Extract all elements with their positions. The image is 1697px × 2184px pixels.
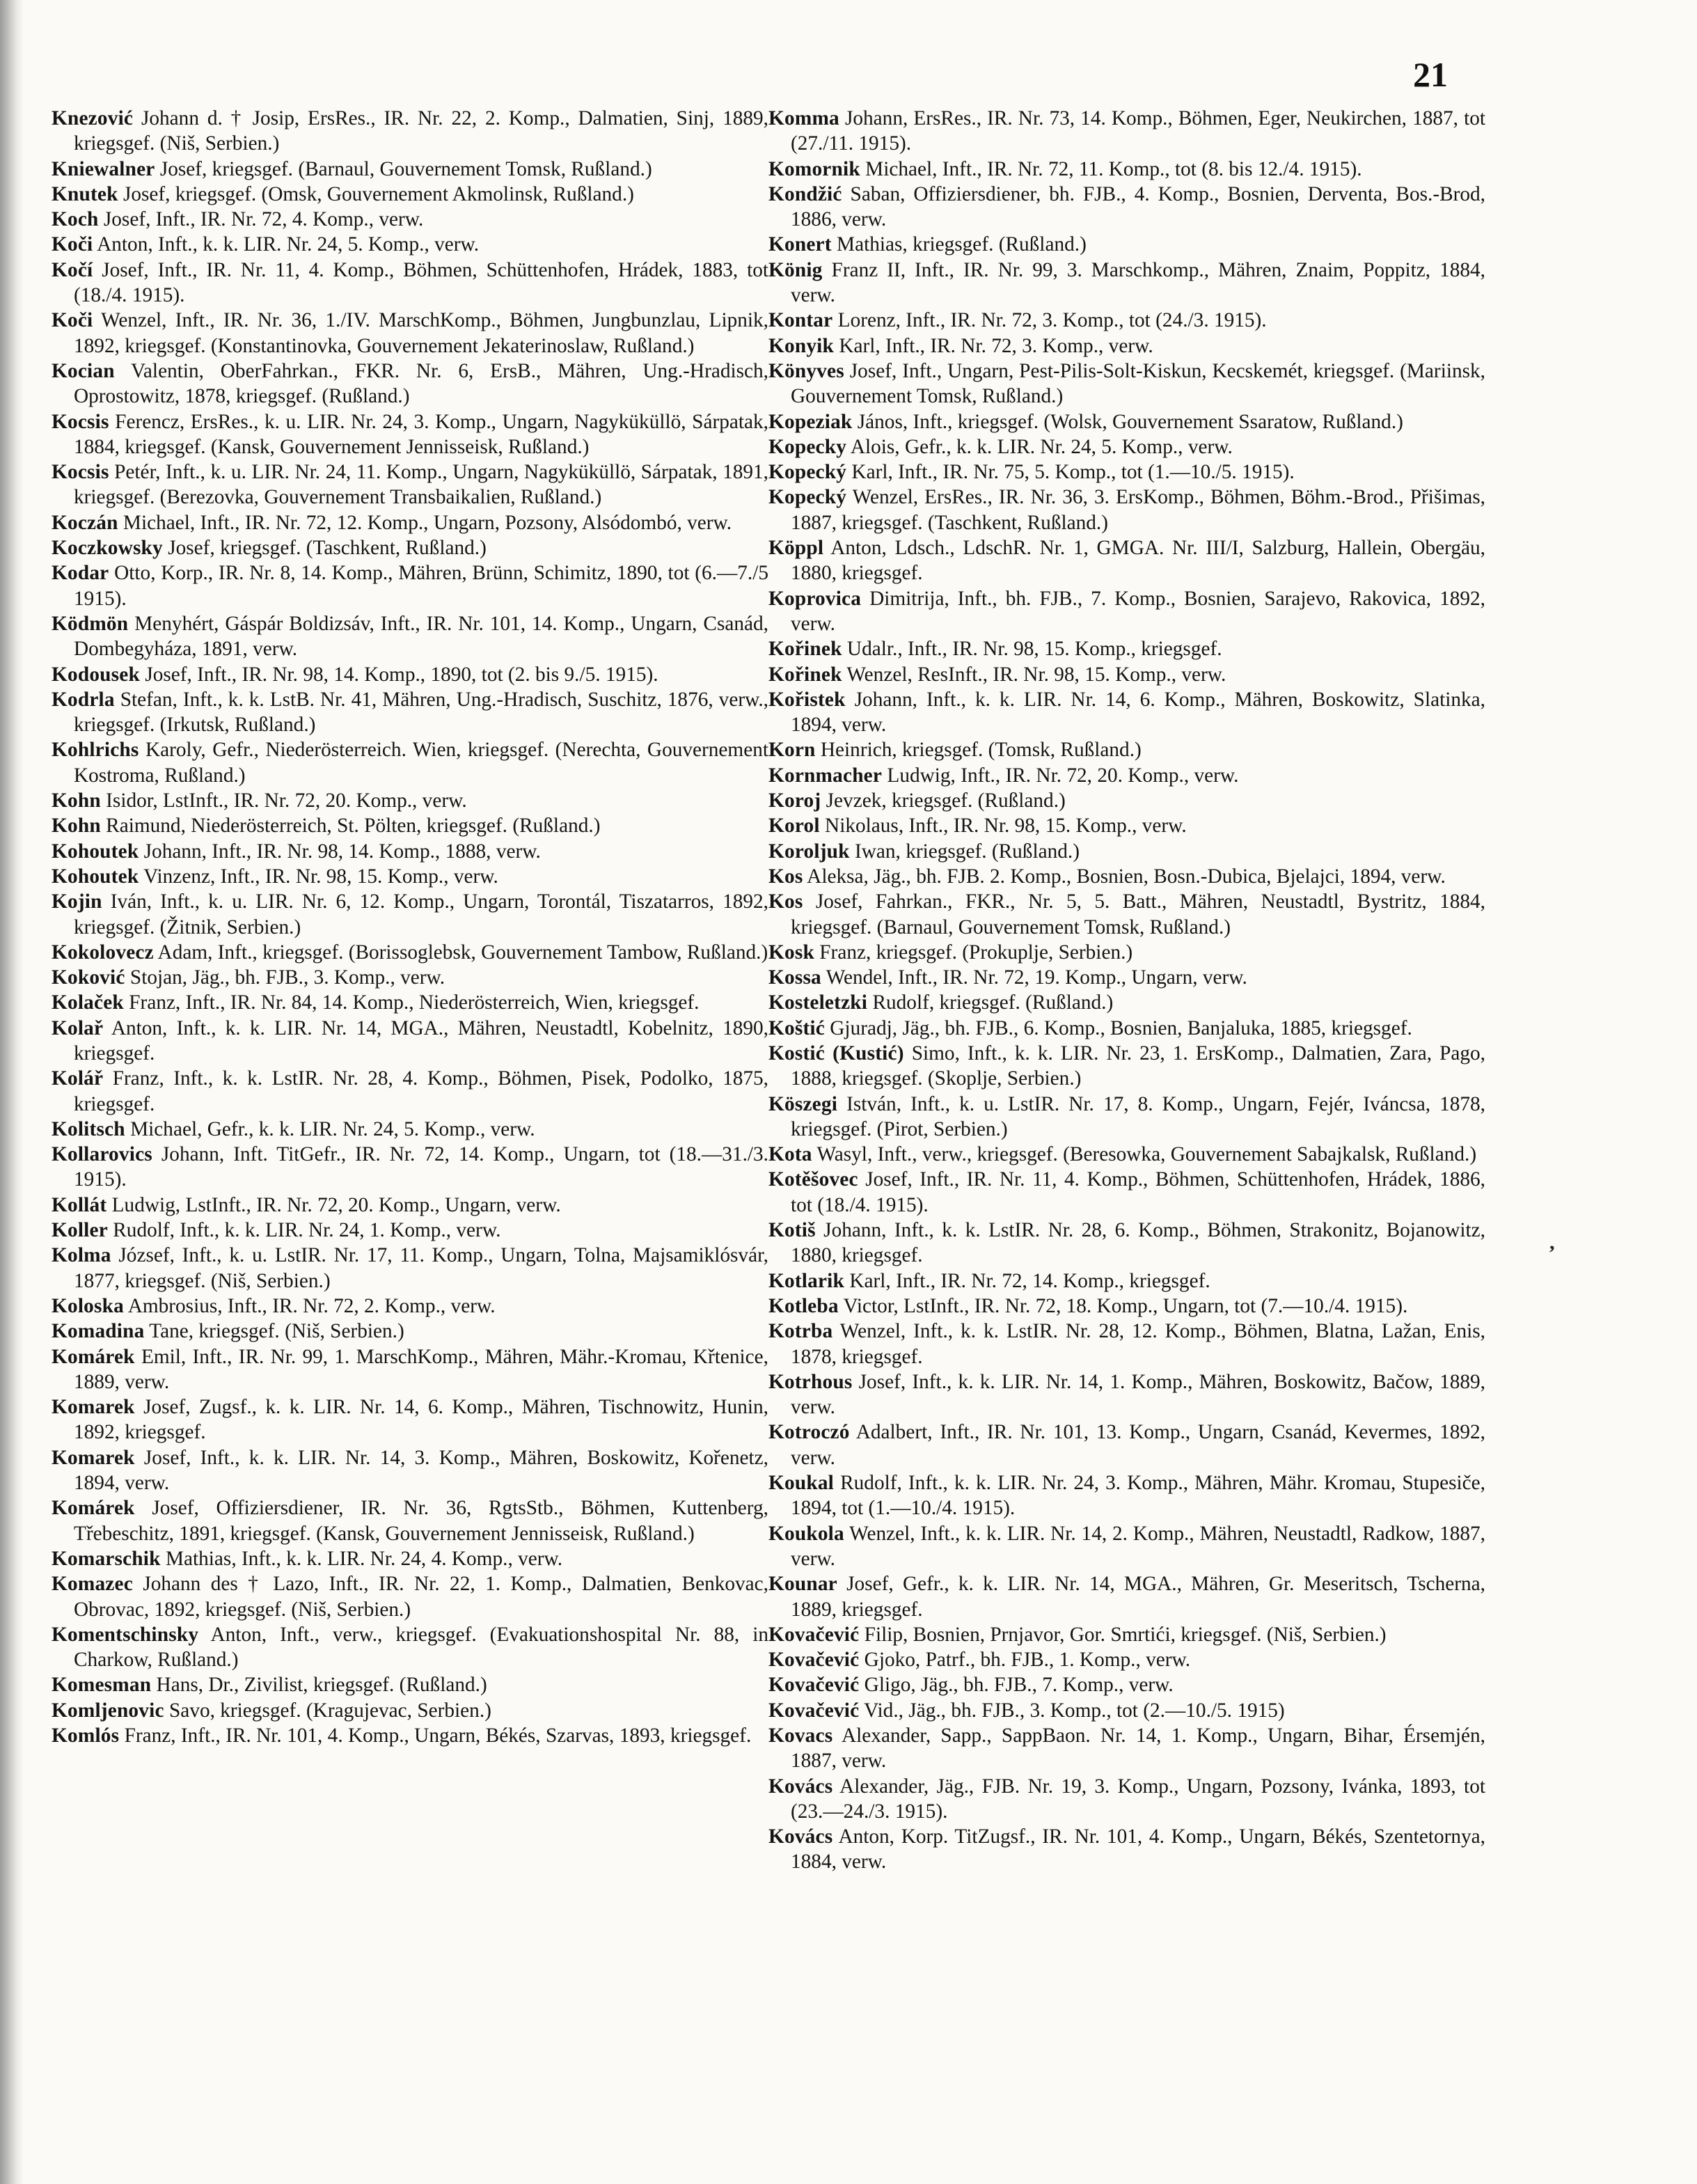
entry-surname: Ködmön	[52, 612, 129, 635]
register-entry	[52, 965, 768, 990]
entry-details: Rudolf, Inft., k. k. LIR. Nr. 24, 3. Komp., Mähren, Mähr. Kromau, Stupesiče, 1894, tot (1.—10./4. 1915).	[791, 1472, 1485, 1520]
entry-surname: Kolaček	[52, 991, 124, 1014]
entry-surname: Kohoutek	[52, 840, 139, 863]
entry-details: Johann d. † Josip, ErsRes., IR. Nr. 22, 2. Komp., Dalmatien, Sinj, 1889, kriegsgef. (Niš, Serbien.)	[74, 107, 768, 155]
register-entry	[52, 1622, 768, 1673]
register-entry	[768, 1142, 1485, 1167]
entry-surname: Kotrba	[768, 1320, 833, 1343]
register-entry	[52, 1193, 768, 1218]
entry-details: Karl, Inft., IR. Nr. 75, 5. Komp., tot (1.—10./5. 1915).	[851, 461, 1295, 484]
entry-details: Valentin, OberFahrkan., FKR. Nr. 6, ErsB., Mähren, Ung.-Hradisch, Oprostowitz, 1878, kriegsgef. (Rußland.)	[74, 359, 768, 408]
entry-surname: Kosk	[768, 941, 814, 964]
entry-details: Anton, Korp. TitZugsf., IR. Nr. 101, 4. Komp., Ungarn, Békés, Szentetornya, 1884, verw.	[791, 1825, 1485, 1873]
register-entry	[768, 1041, 1485, 1092]
entry-details: Josef, Inft., Ungarn, Pest-Pilis-Solt-Kiskun, Kecskemét, kriegsgef. (Mariinsk, Gouvernement Tomsk, Rußland.)	[791, 359, 1485, 408]
register-entry	[768, 636, 1485, 661]
entry-details: Franz, Inft., IR. Nr. 84, 14. Komp., Niederösterreich, Wien, kriegsgef.	[129, 991, 700, 1014]
entry-details: Iván, Inft., k. u. LIR. Nr. 6, 12. Komp., Ungarn, Torontál, Tiszatarros, 1892, kriegsgef. (Žitnik, Serbien.)	[74, 890, 768, 938]
entry-details: Nikolaus, Inft., IR. Nr. 98, 15. Komp., verw.	[825, 815, 1187, 838]
entry-surname: Kollát	[52, 1193, 107, 1216]
entry-details: Michael, Inft., IR. Nr. 72, 12. Komp., Ungarn, Pozsony, Alsódombó, verw.	[123, 511, 732, 534]
entry-details: Anton, Inft., k. k. LIR. Nr. 24, 5. Komp., verw.	[97, 233, 480, 256]
entry-details: Johann, Inft., IR. Nr. 98, 14. Komp., 1888, verw.	[143, 840, 541, 863]
register-entry	[768, 485, 1485, 535]
entry-details: Lorenz, Inft., IR. Nr. 72, 3. Komp., tot (24./3. 1915).	[837, 309, 1267, 332]
entry-surname: Kovačević	[768, 1674, 860, 1697]
register-entry	[52, 889, 768, 940]
register-entry	[52, 1117, 768, 1142]
register-entry	[52, 788, 768, 813]
register-entry	[52, 510, 768, 535]
entry-details: Gligo, Jäg., bh. FJB., 7. Komp., verw.	[864, 1674, 1174, 1697]
entry-surname: Kontar	[768, 309, 833, 332]
register-entry	[768, 106, 1485, 157]
entry-surname: Kondžić	[768, 182, 842, 205]
register-entry	[768, 839, 1485, 864]
entry-surname: Kohn	[52, 789, 101, 812]
register-entry	[768, 1723, 1485, 1774]
entry-surname: Könyves	[768, 359, 844, 382]
entry-surname: Kopecký	[768, 461, 847, 484]
entry-details: Heinrich, kriegsgef. (Tomsk, Rußland.)	[820, 739, 1142, 762]
entry-surname: Kotěšovec	[768, 1168, 858, 1191]
entry-details: Petér, Inft., k. u. LIR. Nr. 24, 11. Komp., Ungarn, Nagyküküllö, Sárpatak, 1891, kriegsgef. (Berezovka, Gouvernement Transbaikalien, Rußland.)	[74, 461, 769, 509]
register-entry	[52, 1066, 768, 1117]
entry-surname: Konert	[768, 233, 832, 256]
register-entry	[768, 737, 1485, 762]
entry-details: Johann, Inft. TitGefr., IR. Nr. 72, 14. Komp., Ungarn, tot (18.—31./3. 1915).	[74, 1143, 769, 1191]
register-entry	[52, 1698, 768, 1723]
register-entry	[52, 1218, 768, 1243]
entry-details: Josef, kriegsgef. (Taschkent, Rußland.)	[168, 537, 487, 560]
entry-details: János, Inft., kriegsgef. (Wolsk, Gouvernement Ssaratow, Rußland.)	[857, 410, 1403, 433]
entry-surname: Koštić	[768, 1016, 825, 1039]
entry-details: Ferencz, ErsRes., k. u. LIR. Nr. 24, 3. Komp., Ungarn, Nagyküküllö, Sárpatak, 1884, kriegsgef. (Kansk, Gouvernement Jennisseisk, Rußland.)	[74, 410, 768, 458]
register-entry	[52, 1395, 768, 1445]
entry-details: Anton, Inft., verw., kriegsgef. (Evakuationshospital Nr. 88, in Charkow, Rußland.)	[74, 1623, 768, 1672]
entry-details: Anton, Ldsch., LdschR. Nr. 1, GMGA. Nr. III/I, Salzburg, Hallein, Obergäu, 1880, kriegsgef.	[791, 537, 1485, 585]
entry-surname: Kotrhous	[768, 1370, 853, 1393]
entry-details: Alois, Gefr., k. k. LIR. Nr. 24, 5. Komp., verw.	[850, 435, 1233, 458]
entry-details: Ambrosius, Inft., IR. Nr. 72, 2. Komp., verw.	[127, 1294, 496, 1317]
register-entry	[52, 1243, 768, 1294]
register-entry	[768, 1319, 1485, 1369]
register-entry	[52, 1672, 768, 1697]
entry-details: Josef, Inft., IR. Nr. 11, 4. Komp., Böhmen, Schüttenhofen, Hrádek, 1883, tot (18./4. 1915).	[74, 258, 768, 307]
entry-details: Gjuradj, Jäg., bh. FJB., 6. Komp., Bosnien, Banjaluka, 1885, kriegsgef.	[830, 1016, 1412, 1039]
register-entry	[52, 1445, 768, 1496]
register-entry	[768, 940, 1485, 965]
entry-details: József, Inft., k. u. LstIR. Nr. 17, 11. Komp., Ungarn, Tolna, Majsamiklósvár, 1877, kriegsgef. (Niš, Serbien.)	[74, 1244, 768, 1292]
entry-surname: Köppl	[768, 537, 824, 560]
entry-surname: Kostić (Kustić)	[768, 1042, 904, 1064]
entry-details: Karoly, Gefr., Niederösterreich. Wien, kriegsgef. (Nerechta, Gouvernement Kostroma, Rußland.)	[74, 739, 769, 787]
register-entry	[768, 308, 1485, 333]
entry-details: Wenzel, Inft., IR. Nr. 36, 1./IV. MarschKomp., Böhmen, Jungbunzlau, Lipnik, 1892, kriegsgef. (Konstantinovka, Gouvernement Jekaterinoslaw, Rußland.)	[74, 309, 768, 357]
entry-surname: Koukola	[768, 1522, 844, 1545]
entry-surname: Köszegi	[768, 1092, 838, 1115]
register-entry	[768, 687, 1485, 738]
entry-details: István, Inft., k. u. LstIR. Nr. 17, 8. Komp., Ungarn, Fejér, Iváncsa, 1878, kriegsgef. (Pirot, Serbien.)	[791, 1092, 1486, 1140]
entry-surname: Kota	[768, 1143, 812, 1166]
entry-surname: Komornik	[768, 157, 860, 180]
entry-surname: Komarek	[52, 1446, 135, 1469]
register-entry	[768, 864, 1485, 889]
register-entry	[52, 839, 768, 864]
entry-surname: Kovács	[768, 1825, 833, 1848]
entry-surname: Komazec	[52, 1573, 133, 1596]
entry-details: Udalr., Inft., IR. Nr. 98, 15. Komp., kriegsgef.	[846, 638, 1222, 661]
entry-details: Dimitrija, Inft., bh. FJB., 7. Komp., Bosnien, Sarajevo, Rakovica, 1892, verw.	[791, 587, 1485, 635]
register-entry	[768, 1167, 1485, 1218]
entry-details: Stojan, Jäg., bh. FJB., 3. Komp., verw.	[129, 966, 445, 989]
entry-details: Josef, Inft., IR. Nr. 98, 14. Komp., 1890, tot (2. bis 9./5. 1915).	[145, 663, 658, 686]
register-entry	[52, 207, 768, 232]
entry-details: Franz, Inft., k. k. LstIR. Nr. 28, 4. Komp., Böhmen, Pisek, Podolko, 1875, kriegsgef.	[74, 1067, 769, 1115]
entry-surname: Kornmacher	[768, 764, 883, 787]
entry-details: Franz II, Inft., IR. Nr. 99, 3. Marschkomp., Mähren, Znaim, Poppitz, 1884, verw.	[791, 258, 1485, 307]
entry-details: Michael, Inft., IR. Nr. 72, 11. Komp., tot (8. bis 12./4. 1915).	[865, 157, 1362, 180]
entry-surname: Koloska	[52, 1294, 124, 1317]
entry-surname: Koči	[52, 309, 93, 332]
entry-details: Menyhért, Gáspár Boldizsáv, Inft., IR. Nr. 101, 14. Komp., Ungarn, Csanád, Dombegyháza, 1891, verw.	[74, 612, 768, 661]
entry-surname: Konyik	[768, 334, 835, 357]
entry-surname: Komarek	[52, 1396, 135, 1419]
entry-details: Isidor, LstInft., IR. Nr. 72, 20. Komp., verw.	[106, 789, 467, 812]
entry-surname: Koprovica	[768, 587, 862, 610]
entry-details: Alexander, Jäg., FJB. Nr. 19, 3. Komp., Ungarn, Pozsony, Ivánka, 1893, tot (23.—24./3. 1915).	[791, 1775, 1485, 1823]
register-entry	[768, 1698, 1485, 1723]
entry-surname: Kotiš	[768, 1219, 816, 1242]
entry-surname: Komljenovic	[52, 1699, 164, 1722]
register-entry	[52, 813, 768, 838]
register-entry	[768, 1420, 1485, 1470]
register-entry	[52, 1319, 768, 1344]
entry-surname: Kocsis	[52, 461, 109, 484]
entry-details: Simo, Inft., k. k. LIR. Nr. 23, 1. ErsKomp., Dalmatien, Zara, Pago, 1888, kriegsgef. (Skoplje, Serbien.)	[791, 1042, 1486, 1090]
entry-details: Josef, Inft., k. k. LIR. Nr. 14, 1. Komp., Mähren, Boskowitz, Bačow, 1889, verw.	[791, 1370, 1486, 1419]
register-entry	[768, 258, 1485, 308]
register-entry	[768, 1622, 1485, 1647]
register-entry	[52, 1571, 768, 1622]
register-entry	[52, 232, 768, 257]
entry-surname: Kořinek	[768, 638, 842, 661]
entry-surname: Kosteletzki	[768, 991, 868, 1014]
entry-details: Aleksa, Jäg., bh. FJB. 2. Komp., Bosnien, Bosn.-Dubica, Bjelajci, 1894, verw.	[807, 865, 1446, 888]
register-entry	[52, 864, 768, 889]
register-entry	[52, 1495, 768, 1546]
register-entry	[52, 1546, 768, 1571]
entry-surname: Komadina	[52, 1320, 145, 1343]
entry-surname: Komlós	[52, 1725, 120, 1747]
entry-details: Josef, Inft., IR. Nr. 72, 4. Komp., verw.	[103, 208, 424, 231]
register-entry	[52, 359, 768, 409]
entry-surname: Kořistek	[768, 688, 846, 711]
entry-details: Savo, kriegsgef. (Kragujevac, Serbien.)	[169, 1699, 491, 1722]
register-entry	[768, 1016, 1485, 1041]
entry-details: Josef, Fahrkan., FKR., Nr. 5, 5. Batt., Mähren, Neustadtl, Bystritz, 1884, kriegsgef. (Barnaul, Gouvernement Tomsk, Rußland.)	[791, 890, 1485, 938]
entry-details: Anton, Inft., k. k. LIR. Nr. 14, MGA., Mähren, Neustadtl, Kobelnitz, 1890, kriegsgef.	[74, 1016, 768, 1064]
register-entry	[52, 611, 768, 662]
register-entry	[768, 333, 1485, 359]
page-number: 21	[1413, 55, 1448, 94]
entry-details: Johann, Inft., k. k. LIR. Nr. 14, 6. Komp., Mähren, Boskowitz, Slatinka, 1894, verw.	[791, 688, 1485, 737]
register-entry	[52, 182, 768, 207]
entry-details: Michael, Gefr., k. k. LIR. Nr. 24, 5. Komp., verw.	[130, 1117, 535, 1140]
entry-surname: Kojin	[52, 890, 102, 913]
register-entry	[52, 409, 768, 460]
entry-details: Franz, Inft., IR. Nr. 101, 4. Komp., Ungarn, Békés, Szarvas, 1893, kriegsgef.	[124, 1725, 752, 1747]
entry-details: Karl, Inft., IR. Nr. 72, 14. Komp., kriegsgef.	[849, 1269, 1210, 1292]
entry-surname: Koroj	[768, 789, 821, 812]
register-entry	[768, 1268, 1485, 1294]
entry-surname: Kolma	[52, 1244, 111, 1267]
register-entry	[768, 409, 1485, 434]
entry-details: Hans, Dr., Zivilist, kriegsgef. (Rußland.)	[156, 1674, 487, 1697]
entry-details: Karl, Inft., IR. Nr. 72, 3. Komp., verw.	[839, 334, 1153, 357]
entry-details: Wenzel, ResInft., IR. Nr. 98, 15. Komp., verw.	[846, 663, 1226, 686]
entry-details: Johann des † Lazo, Inft., IR. Nr. 22, 1. Komp., Dalmatien, Benkovac, Obrovac, 1892, kriegsgef. (Niš, Serbien.)	[74, 1573, 768, 1621]
entry-surname: Kollarovics	[52, 1143, 152, 1166]
entry-details: Josef, Inft., k. k. LIR. Nr. 14, 3. Komp., Mähren, Boskowitz, Kořenetz, 1894, verw.	[74, 1446, 769, 1495]
register-entry	[768, 1521, 1485, 1572]
register-entry	[768, 813, 1485, 838]
entry-surname: Koczán	[52, 511, 118, 534]
register-entry	[768, 1294, 1485, 1319]
entry-details: Vinzenz, Inft., IR. Nr. 98, 15. Komp., verw.	[143, 865, 498, 888]
register-entry	[52, 1344, 768, 1395]
entry-surname: Kolař	[52, 1016, 104, 1039]
entry-surname: Kovačević	[768, 1699, 860, 1722]
entry-surname: Koukal	[768, 1472, 835, 1495]
entry-details: Josef, Inft., IR. Nr. 11, 4. Komp., Böhmen, Schüttenhofen, Hrádek, 1886, tot (18./4. 1915).	[791, 1168, 1486, 1216]
entry-details: Josef, kriegsgef. (Omsk, Gouvernement Akmolinsk, Rußland.)	[123, 182, 634, 205]
register-entry	[768, 1218, 1485, 1268]
entry-details: Adalbert, Inft., IR. Nr. 101, 13. Komp., Ungarn, Csanád, Kevermes, 1892, verw.	[791, 1421, 1485, 1469]
entry-surname: Kounar	[768, 1573, 837, 1596]
register-entry	[768, 990, 1485, 1015]
register-entry	[768, 662, 1485, 687]
entry-details: Josef, Gefr., k. k. LIR. Nr. 14, MGA., Mähren, Gr. Meseritsch, Tscherna, 1889, kriegsgef.	[791, 1573, 1485, 1621]
entry-details: Emil, Inft., IR. Nr. 99, 1. MarschKomp., Mähren, Mähr.-Kromau, Křtenice, 1889, verw.	[74, 1345, 768, 1393]
entry-surname: Kodrla	[52, 688, 115, 711]
entry-details: Wenzel, Inft., k. k. LIR. Nr. 14, 2. Komp., Mähren, Neustadtl, Radkow, 1887, verw.	[791, 1522, 1486, 1570]
register-entry	[52, 990, 768, 1015]
entry-details: Victor, LstInft., IR. Nr. 72, 18. Komp., Ungarn, tot (7.—10./4. 1915).	[843, 1294, 1408, 1317]
register-entry	[52, 157, 768, 182]
register-entry	[768, 1774, 1485, 1825]
scan-edge-shadow	[0, 0, 24, 2184]
entry-details: Wasyl, Inft., verw., kriegsgef. (Beresowka, Gouvernement Sabajkalsk, Rußland.)	[816, 1143, 1477, 1166]
entry-surname: Kolář	[52, 1067, 104, 1090]
entry-surname: Koczkowsky	[52, 537, 163, 560]
register-entry	[768, 359, 1485, 409]
entry-details: Ludwig, LstInft., IR. Nr. 72, 20. Komp., Ungarn, verw.	[111, 1193, 561, 1216]
entry-details: Wendel, Inft., IR. Nr. 72, 19. Komp., Ungarn, verw.	[826, 966, 1247, 989]
entry-details: Adam, Inft., kriegsgef. (Borissoglebsk, Gouvernement Tambow, Rußland.)	[157, 941, 768, 964]
entry-surname: Kočí	[52, 258, 93, 281]
register-entry	[52, 940, 768, 965]
entry-surname: Komentschinsky	[52, 1623, 199, 1646]
register-entry	[768, 459, 1485, 485]
entry-details: Josef, kriegsgef. (Barnaul, Gouvernement Tomsk, Rußland.)	[159, 157, 652, 180]
entry-surname: Knutek	[52, 182, 118, 205]
register-entry	[52, 308, 768, 359]
entry-details: Rudolf, Inft., k. k. LIR. Nr. 24, 1. Komp., verw.	[113, 1219, 501, 1242]
register-entry	[52, 737, 768, 788]
entry-surname: Korn	[768, 739, 816, 762]
entry-surname: Komarschik	[52, 1547, 161, 1570]
register-entry	[768, 586, 1485, 637]
register-entry	[52, 662, 768, 687]
entry-surname: Kodar	[52, 562, 109, 585]
register-entry	[52, 560, 768, 611]
entry-details: Saban, Offiziersdiener, bh. FJB., 4. Komp., Bosnien, Derventa, Bos.-Brod, 1886, verw.	[791, 182, 1485, 231]
entry-details: Raimund, Niederösterreich, St. Pölten, kriegsgef. (Rußland.)	[106, 815, 601, 838]
entry-surname: Kotroczó	[768, 1421, 850, 1444]
register-entry	[768, 763, 1485, 788]
entry-surname: Kocian	[52, 359, 115, 382]
entry-details: Wenzel, ErsRes., IR. Nr. 36, 3. ErsKomp., Böhmen, Böhm.-Brod., Přišimas, 1887, kriegsgef. (Taschkent, Rußland.)	[791, 486, 1486, 534]
entry-details: Otto, Korp., IR. Nr. 8, 14. Komp., Mähren, Brünn, Schimitz, 1890, tot (6.—7./5 1915).	[74, 562, 768, 610]
register-entry	[52, 1294, 768, 1319]
register-entry	[52, 1723, 768, 1748]
entry-details: Iwan, kriegsgef. (Rußland.)	[854, 840, 1080, 863]
entry-details: Wenzel, Inft., k. k. LstIR. Nr. 28, 12. Komp., Böhmen, Blatna, Lažan, Enis, 1878, kriegsgef.	[791, 1320, 1485, 1368]
register-entry	[768, 965, 1485, 990]
entry-details: Josef, Offiziersdiener, IR. Nr. 36, RgtsStb., Böhmen, Kuttenberg, Třebeschitz, 1891, kriegsgef. (Kansk, Gouvernement Jennisseisk, Rußland.)	[74, 1497, 768, 1545]
register-entry	[52, 459, 768, 510]
entry-surname: König	[768, 258, 823, 281]
entry-surname: Knezović	[52, 107, 134, 129]
register-entry	[768, 1092, 1485, 1142]
entry-surname: Kovacs	[768, 1725, 833, 1747]
entry-surname: Kniewalner	[52, 157, 155, 180]
entry-surname: Koković	[52, 966, 125, 989]
entry-details: Filip, Bosnien, Prnjavor, Gor. Smrtići, kriegsgef. (Niš, Serbien.)	[864, 1623, 1387, 1646]
entry-surname: Kohlrichs	[52, 739, 139, 762]
entry-surname: Kotleba	[768, 1294, 839, 1317]
entry-surname: Kos	[768, 890, 803, 913]
entry-details: Johann, ErsRes., IR. Nr. 73, 14. Komp., Böhmen, Eger, Neukirchen, 1887, tot (27./11. 1915).	[791, 107, 1485, 155]
register-entry	[52, 687, 768, 738]
register-entry	[768, 1672, 1485, 1697]
entry-surname: Koroljuk	[768, 840, 850, 863]
entry-surname: Kolitsch	[52, 1117, 125, 1140]
register-entry	[768, 1647, 1485, 1672]
entry-surname: Kos	[768, 865, 803, 888]
register-entry	[768, 788, 1485, 813]
entry-surname: Kotlarik	[768, 1269, 845, 1292]
entry-details: Rudolf, kriegsgef. (Rußland.)	[872, 991, 1114, 1014]
register-entry	[768, 889, 1485, 940]
register-entry	[768, 157, 1485, 182]
entry-details: Vid., Jäg., bh. FJB., 3. Komp., tot (2.—10./5. 1915)	[864, 1699, 1285, 1722]
entry-surname: Kohn	[52, 815, 101, 838]
register-entry	[52, 106, 768, 157]
entry-details: Ludwig, Inft., IR. Nr. 72, 20. Komp., verw.	[887, 764, 1239, 787]
entry-surname: Kořinek	[768, 663, 842, 686]
entry-surname: Korol	[768, 815, 820, 838]
register-entry	[768, 1470, 1485, 1521]
register-entry	[52, 258, 768, 308]
register-entry	[52, 535, 768, 560]
left-column	[52, 106, 768, 1748]
entry-details: Mathias, kriegsgef. (Rußland.)	[837, 233, 1087, 256]
entry-surname: Kovačević	[768, 1649, 860, 1672]
entry-surname: Komárek	[52, 1497, 135, 1520]
entry-surname: Kopecký	[768, 486, 847, 509]
entry-details: Johann, Inft., k. k. LstIR. Nr. 28, 6. Komp., Böhmen, Strakonitz, Bojanowitz, 1880, kriegsgef.	[791, 1219, 1486, 1267]
entry-surname: Koller	[52, 1219, 108, 1242]
entry-surname: Komma	[768, 107, 839, 129]
entry-surname: Kohoutek	[52, 865, 139, 888]
register-entry	[768, 434, 1485, 459]
right-column	[768, 106, 1485, 1875]
entry-surname: Koch	[52, 208, 99, 231]
entry-surname: Kocsis	[52, 410, 109, 433]
stray-mark: ,	[1549, 1231, 1555, 1254]
entry-surname: Kovačević	[768, 1623, 860, 1646]
entry-details: Jevzek, kriegsgef. (Rußland.)	[826, 789, 1066, 812]
entry-details: Mathias, Inft., k. k. LIR. Nr. 24, 4. Komp., verw.	[165, 1547, 563, 1570]
entry-surname: Komárek	[52, 1345, 135, 1368]
entry-surname: Kovács	[768, 1775, 833, 1798]
entry-surname: Komesman	[52, 1674, 152, 1697]
entry-details: Josef, Zugsf., k. k. LIR. Nr. 14, 6. Komp., Mähren, Tischnowitz, Hunin, 1892, kriegsgef.	[74, 1396, 768, 1444]
register-entry	[768, 1571, 1485, 1622]
entry-details: Alexander, Sapp., SappBaon. Nr. 14, 1. Komp., Ungarn, Bihar, Érsemjén, 1887, verw.	[791, 1725, 1485, 1773]
entry-details: Franz, kriegsgef. (Prokuplje, Serbien.)	[819, 941, 1133, 964]
register-entry	[768, 232, 1485, 257]
register-entry	[768, 182, 1485, 233]
register-entry	[52, 1016, 768, 1067]
entry-surname: Kossa	[768, 966, 821, 989]
register-entry	[768, 535, 1485, 586]
register-entry	[768, 1824, 1485, 1875]
entry-surname: Kokolovecz	[52, 941, 154, 964]
register-entry	[768, 1369, 1485, 1420]
entry-details: Gjoko, Patrf., bh. FJB., 1. Komp., verw.	[864, 1649, 1191, 1672]
entry-surname: Kodousek	[52, 663, 140, 686]
entry-surname: Koči	[52, 233, 93, 256]
entry-details: Stefan, Inft., k. k. LstB. Nr. 41, Mähren, Ung.-Hradisch, Suschitz, 1876, verw., kriegsgef. (Irkutsk, Rußland.)	[74, 688, 768, 737]
entry-surname: Kopeziak	[768, 410, 853, 433]
register-entry	[52, 1142, 768, 1193]
entry-surname: Kopecky	[768, 435, 847, 458]
entry-details: Tane, kriegsgef. (Niš, Serbien.)	[149, 1320, 404, 1343]
